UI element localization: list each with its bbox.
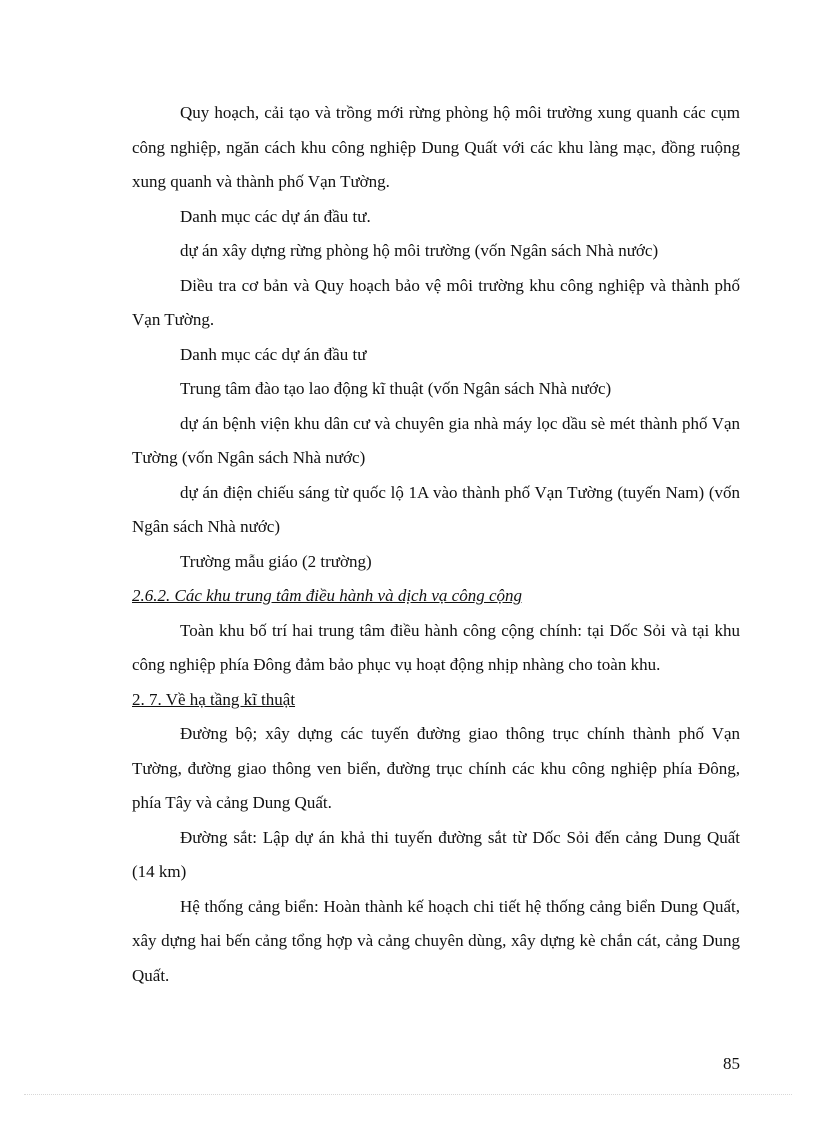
- paragraph: Đường sắt: Lập dự án khả thi tuyến đường sắt từ Dốc Sỏi đến cảng Dung Quất (14 km): [132, 827, 740, 881]
- page-number: 85: [723, 1054, 740, 1073]
- paragraph: dự án xây dựng rừng phòng hộ môi trường (vốn Ngân sách Nhà nước): [180, 241, 659, 260]
- paragraph: Trung tâm đào tạo lao động kĩ thuật (vốn Ngân sách Nhà nước): [180, 379, 612, 398]
- paragraph: Quy hoạch, cải tạo và trồng mới rừng phòng hộ môi trường xung quanh các cụm công nghiệp, ngăn cách khu công nghiệp Dung Quất với các khu làng mạc, đồng ruộng xung quanh và thành phố Vạn Tường.: [132, 103, 740, 191]
- paragraph: dự án điện chiếu sáng từ quốc lộ 1A vào thành phố Vạn Tường (tuyến Nam) (vốn Ngân sách Nhà nước): [132, 482, 740, 536]
- paragraph: Hệ thống cảng biển: Hoàn thành kế hoạch chi tiết hệ thống cảng biển Dung Quất, xây dựng hai bến cảng tổng hợp và cảng chuyên dùng, xây dựng kè chắn cát, cảng Dung Quất.: [132, 896, 740, 985]
- paragraph: Trường mẫu giáo (2 trường): [180, 551, 372, 571]
- paragraph: Danh mục các dự án đầu tư.: [180, 206, 371, 226]
- paragraph: Toàn khu bố trí hai trung tâm điều hành công cộng chính: tại Dốc Sỏi và tại khu công nghiệp phía Đông đảm bảo phục vụ hoạt động nhịp nhàng cho toàn khu.: [132, 620, 740, 674]
- paragraph: Đường bộ; xây dựng các tuyến đường giao thông trục chính thành phố Vạn Tường, đường giao thông ven biển, đường trục chính các khu công nghiệp phía Đông, phía Tây và cảng Dung Quất.: [132, 724, 740, 812]
- document-body: [132, 96, 740, 993]
- paragraph: dự án bệnh viện khu dân cư và chuyên gia nhà máy lọc dầu sè mét thành phố Vạn Tường (vốn Ngân sách Nhà nước): [132, 413, 740, 467]
- footer-divider: [24, 1094, 792, 1095]
- paragraph: Diều tra cơ bản và Quy hoạch bảo vệ môi trường khu công nghiệp và thành phố Vạn Tường.: [132, 275, 740, 329]
- section-heading-2-6-2: 2.6.2. Các khu trung tâm điều hành và dịch vạ công cộng: [132, 586, 522, 605]
- paragraph: Danh mục các dự án đầu tư: [180, 344, 367, 364]
- section-heading-2-7: 2. 7. Về hạ tầng kĩ thuật: [132, 689, 296, 709]
